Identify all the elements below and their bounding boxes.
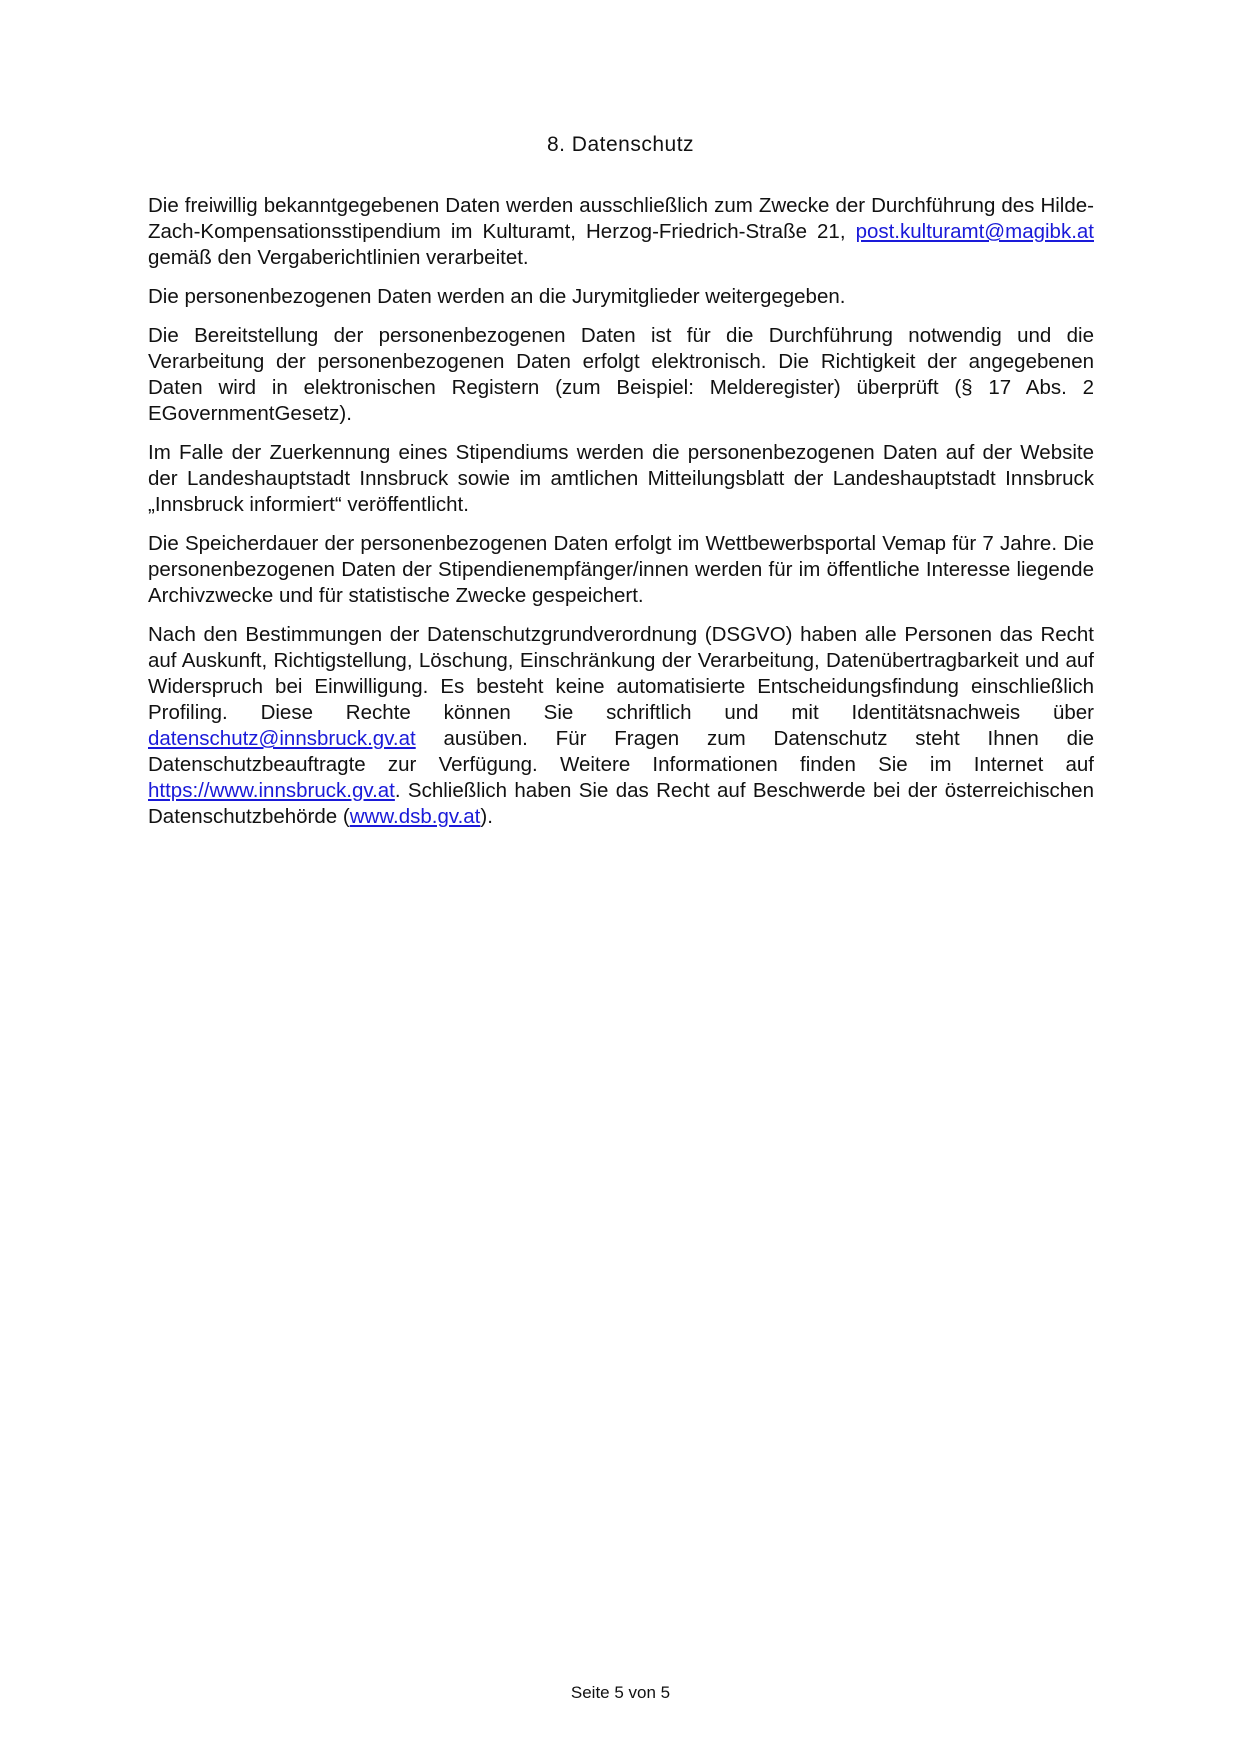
paragraph-text: Nach den Bestimmungen der Datenschutzgrundverordnung (DSGVO) haben alle Personen das Recht auf Auskunft, Richtigstellung, Löschung, Einschränkung der Verarbeitung, Datenübertragbarkeit und auf Widerspruch bei Einwilligung. Es besteht keine automatisierte Entscheidungsfindung einschließlich Profiling. Diese Rechte können Sie schriftlich und mit Identitätsnachweis über [148,623,1094,724]
paragraph-text: gemäß den Vergaberichtlinien verarbeitet. [148,246,529,269]
paragraph-rights [148,622,1094,830]
website-link-dsb[interactable]: www.dsb.gv.at [349,805,481,828]
paragraph-text: Die freiwillig bekanntgegebenen Daten werden ausschließlich zum Zwecke der Durchführung des Hilde-Zach-Kompensationsstipendium im Kulturamt, Herzog-Friedrich-Straße 21, [148,194,1094,243]
paragraph-provision: Die Bereitstellung der personenbezogenen Daten ist für die Durchführung notwendig und die Verarbeitung der personenbezogenen Daten erfolgt elektronisch. Die Richtigkeit der angegebenen Daten wird in elektronischen Registern (zum Beispiel: Melderegister) überprüft (§ 17 Abs. 2 EGovernmentGesetz). [148,324,1094,425]
page-number-footer: Seite 5 von 5 [570,1683,671,1702]
paragraph-text: ausüben. Für Fragen zum Datenschutz steht Ihnen die Datenschutzbeauftragte zur Verfügung. Weitere Informationen finden Sie im Internet auf [148,727,1094,776]
email-link-kulturamt[interactable]: post.kulturamt@magibk.at [855,220,1094,243]
paragraph-jury: Die personenbezogenen Daten werden an die Jurymitglieder weitergegeben. [148,285,846,308]
paragraph-data-processing [148,193,1094,271]
document-body [148,193,1094,843]
paragraph-text: ). [480,805,493,828]
paragraph-publication: Im Falle der Zuerkennung eines Stipendiums werden die personenbezogenen Daten auf der Website der Landeshauptstadt Innsbruck sowie im amtlichen Mitteilungsblatt der Landeshauptstadt Innsbruck „Innsbruck informiert“ veröffentlicht. [148,441,1094,516]
paragraph-text: . Schließlich haben Sie das Recht auf Beschwerde bei der österreichischen Datenschutzbehörde ( [148,779,1094,828]
paragraph-storage: Die Speicherdauer der personenbezogenen Daten erfolgt im Wettbewerbsportal Vemap für 7 Jahre. Die personenbezogenen Daten der Stipendienempfänger/innen werden für im öffentliche Interesse liegende Archivzwecke und für statistische Zwecke gespeichert. [148,532,1094,607]
section-heading: 8. Datenschutz [546,133,695,156]
email-link-datenschutz[interactable]: datenschutz@innsbruck.gv.at [148,727,416,750]
website-link-innsbruck[interactable]: https://www.innsbruck.gv.at [148,779,395,802]
